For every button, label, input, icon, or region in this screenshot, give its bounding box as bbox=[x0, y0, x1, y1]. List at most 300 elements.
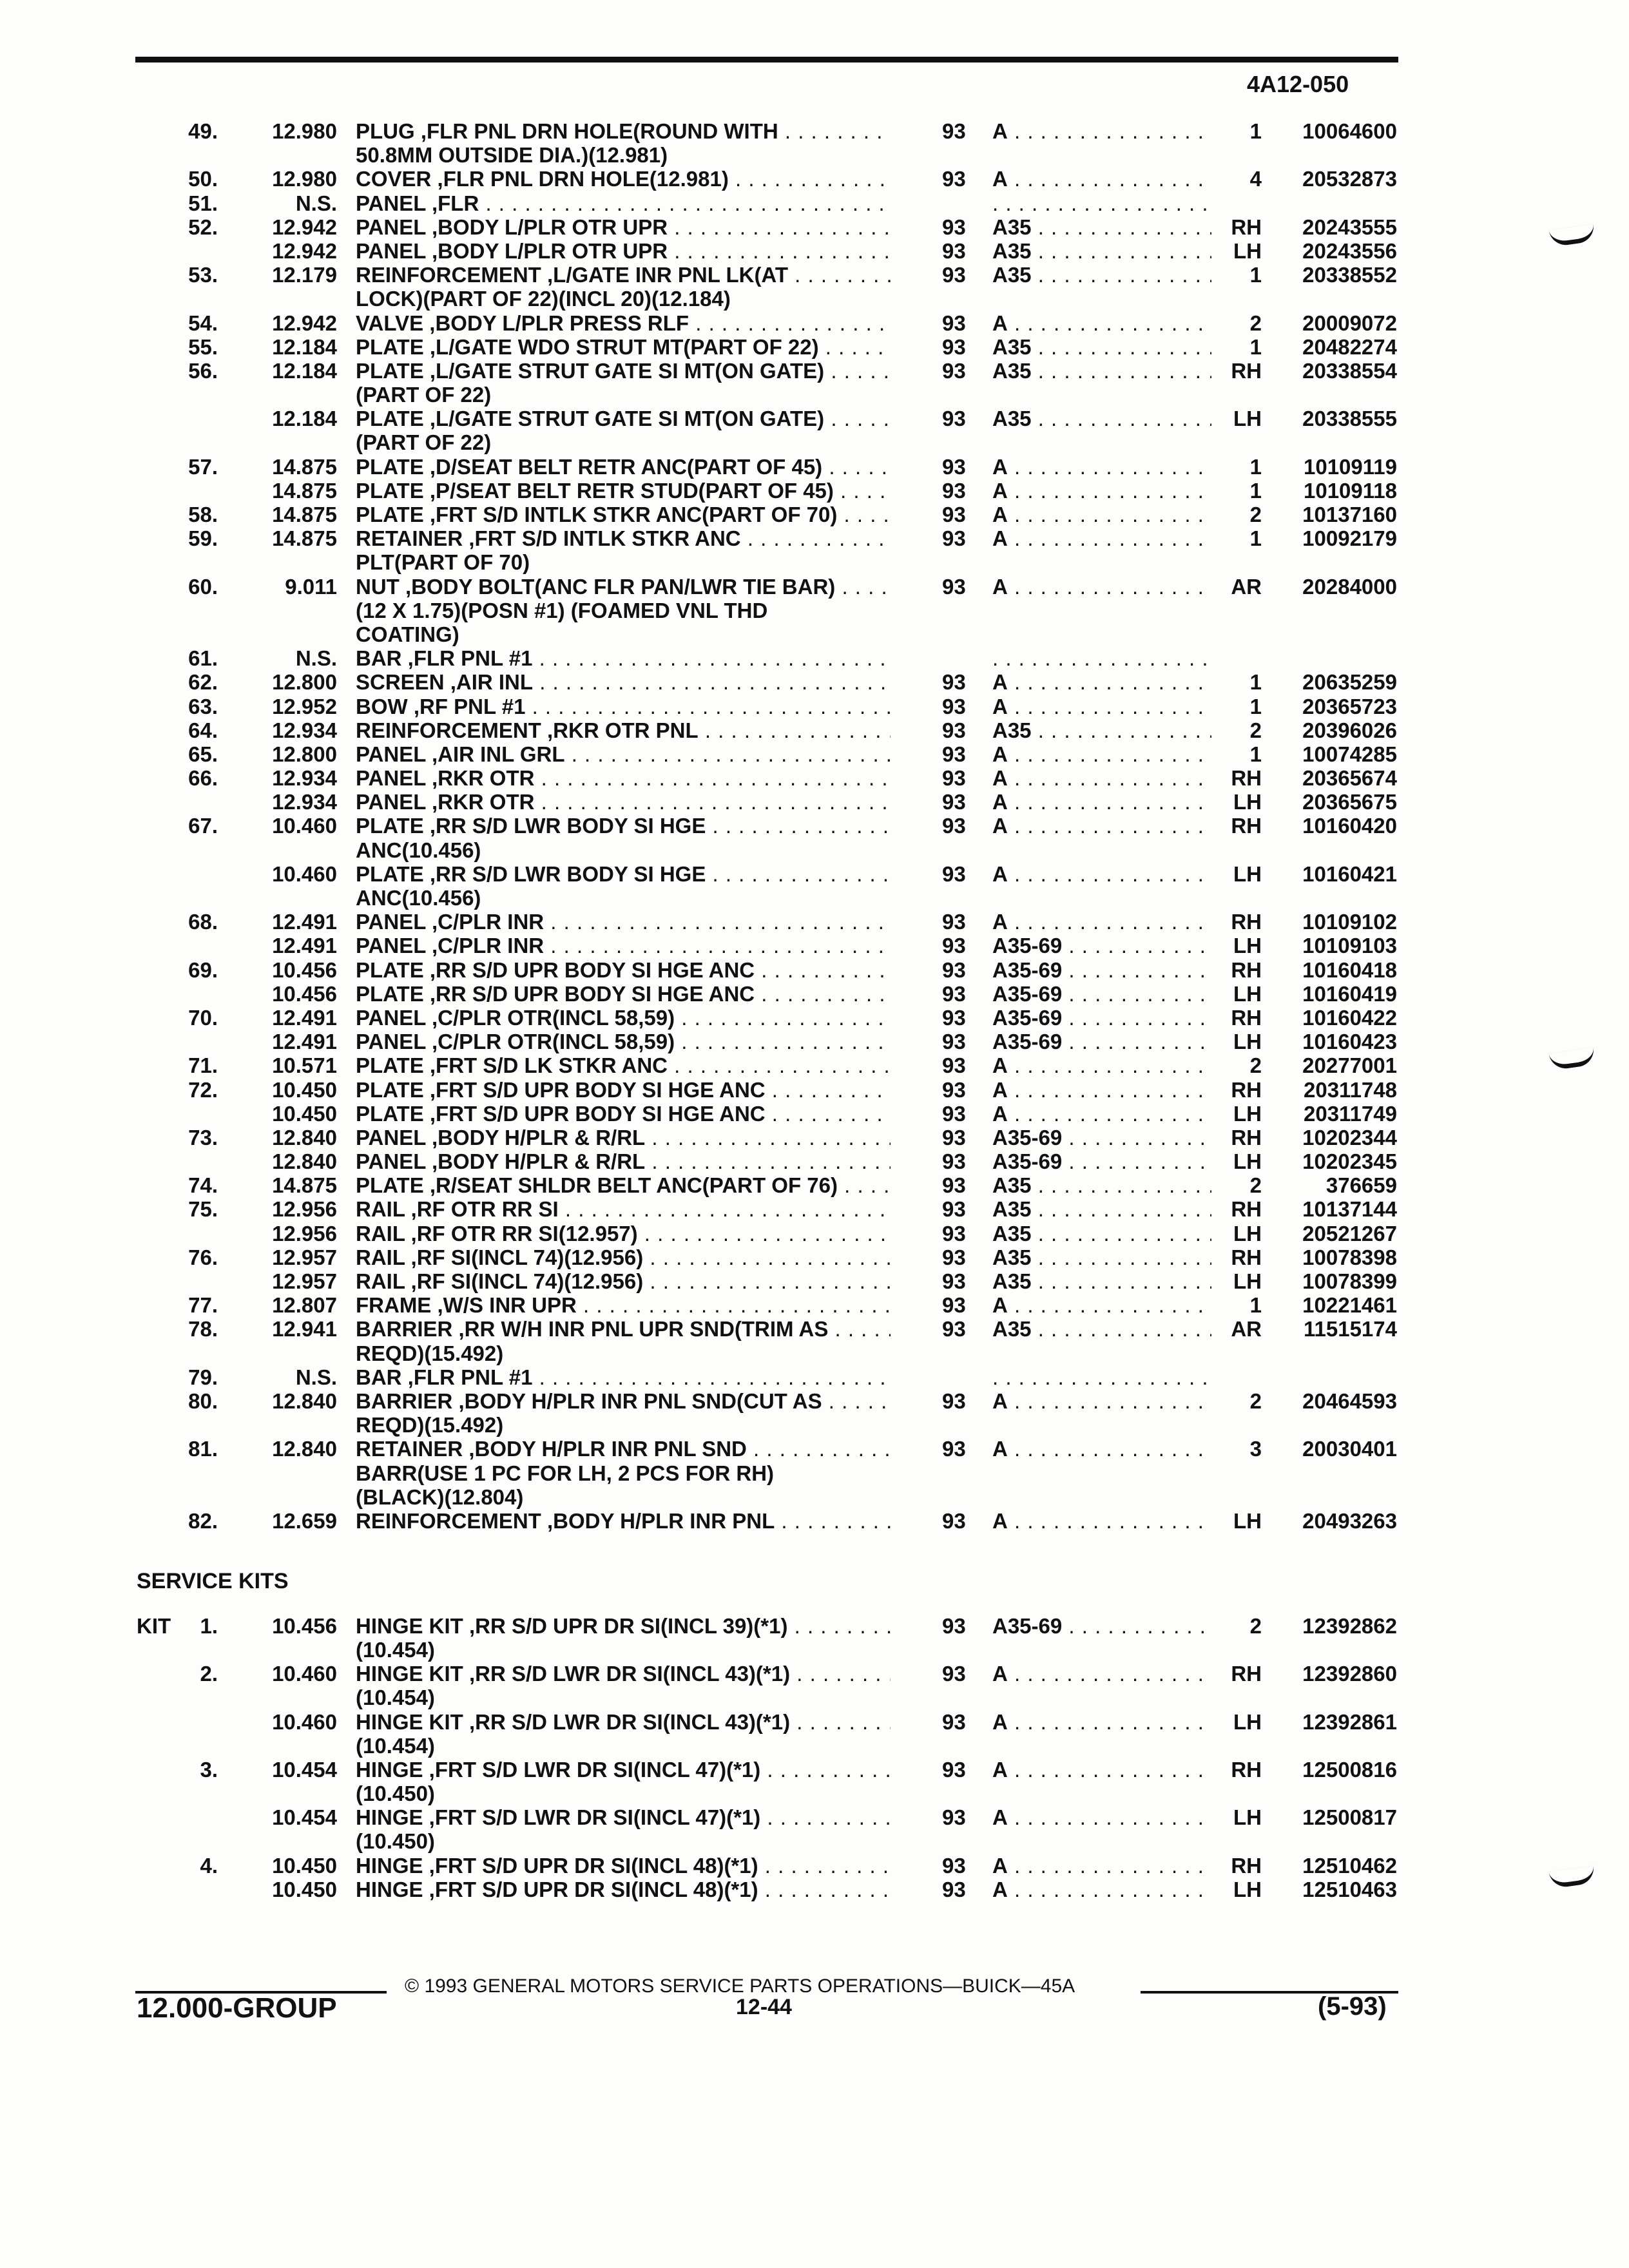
part-number: 20532873 bbox=[1302, 167, 1397, 191]
model-year: 93 bbox=[942, 718, 966, 742]
table-row bbox=[0, 1662, 1629, 1686]
group-number: 10.454 bbox=[272, 1805, 337, 1830]
quantity: 2 bbox=[1249, 311, 1262, 335]
series-code: A . . . bbox=[992, 1805, 1211, 1829]
quantity: RH bbox=[1231, 1005, 1262, 1030]
series-code: A35-69 . . . bbox=[992, 1614, 1211, 1638]
table-row bbox=[0, 1461, 1629, 1485]
model-year: 93 bbox=[942, 910, 966, 934]
part-description: HINGE KIT ,RR S/D LWR DR SI(INCL 43)(*1) . . . bbox=[356, 1710, 891, 1734]
part-number: 20365723 bbox=[1302, 694, 1397, 718]
model-year: 93 bbox=[942, 814, 966, 838]
model-year: 93 bbox=[942, 574, 966, 599]
table-row bbox=[0, 695, 1629, 718]
part-number: 12392862 bbox=[1302, 1613, 1397, 1638]
model-year: 93 bbox=[942, 670, 966, 695]
quantity: 1 bbox=[1249, 670, 1262, 695]
part-number: 376659 bbox=[1325, 1173, 1397, 1198]
model-year: 93 bbox=[942, 215, 966, 239]
part-description: PLATE ,RR S/D LWR BODY SI HGE . . . bbox=[356, 862, 891, 886]
part-number: 10137160 bbox=[1302, 503, 1397, 526]
quantity: RH bbox=[1231, 910, 1262, 934]
part-description: PLATE ,RR S/D UPR BODY SI HGE ANC . . . bbox=[356, 982, 891, 1006]
series-code: A35 . . . bbox=[992, 1245, 1211, 1269]
item-number: 80. bbox=[188, 1389, 218, 1413]
group-number: 12.491 bbox=[272, 1030, 337, 1054]
part-number: 10109118 bbox=[1303, 478, 1397, 503]
part-description: REQD)(15.492) bbox=[356, 1341, 504, 1365]
series-code: A . . . bbox=[992, 742, 1211, 766]
quantity: 1 bbox=[1249, 478, 1262, 503]
group-number: 10.571 bbox=[272, 1053, 337, 1078]
part-description: FRAME ,W/S INR UPR . . . bbox=[356, 1293, 891, 1317]
part-description: PANEL ,BODY H/PLR & R/RL . . . bbox=[356, 1149, 891, 1173]
part-description: BARRIER ,BODY H/PLR INR PNL SND(CUT AS . . . bbox=[356, 1389, 891, 1413]
table-row bbox=[0, 838, 1629, 862]
series-code: A35 . . . bbox=[992, 215, 1211, 239]
model-year: 93 bbox=[942, 1805, 966, 1830]
part-description: PANEL ,C/PLR OTR(INCL 58,59) . . . bbox=[356, 1006, 891, 1030]
quantity: LH bbox=[1233, 238, 1262, 263]
quantity: LH bbox=[1233, 861, 1262, 886]
series-code: A35 . . . bbox=[992, 1197, 1211, 1221]
table-row bbox=[0, 1878, 1629, 1901]
series-code: A . . . bbox=[992, 526, 1211, 550]
series-code: A . . . bbox=[992, 1509, 1211, 1533]
part-number: 12392860 bbox=[1302, 1662, 1397, 1686]
table-row bbox=[0, 1854, 1629, 1878]
part-number: 20243555 bbox=[1302, 215, 1397, 239]
part-number: 10109103 bbox=[1302, 934, 1397, 958]
table-row bbox=[0, 1102, 1629, 1126]
table-row bbox=[0, 1485, 1629, 1509]
part-number: 10160423 bbox=[1302, 1030, 1397, 1054]
footer-copyright: © 1993 GENERAL MOTORS SERVICE PARTS OPERATIONS—BUICK—45A bbox=[405, 1975, 1075, 1997]
series-code: A35 . . . bbox=[992, 407, 1211, 430]
table-row bbox=[0, 1222, 1629, 1245]
series-code: A . . . bbox=[992, 1078, 1211, 1102]
series-code: A . . . bbox=[992, 814, 1211, 838]
item-number: 66. bbox=[188, 766, 218, 791]
group-number: 12.934 bbox=[272, 718, 337, 742]
part-number: 12510462 bbox=[1302, 1853, 1397, 1878]
group-number: 10.460 bbox=[272, 814, 337, 838]
quantity: 1 bbox=[1249, 119, 1262, 143]
table-row bbox=[0, 191, 1629, 215]
model-year: 93 bbox=[942, 1245, 966, 1269]
model-year: 93 bbox=[942, 311, 966, 335]
group-number: 12.840 bbox=[272, 1149, 337, 1174]
group-number: 12.957 bbox=[272, 1245, 337, 1269]
table-row bbox=[0, 1006, 1629, 1030]
footer-date: (5-93) bbox=[1318, 1992, 1387, 2021]
part-number: 20635259 bbox=[1302, 670, 1397, 695]
table-row bbox=[0, 1293, 1629, 1317]
group-number: 12.840 bbox=[272, 1389, 337, 1413]
quantity: 2 bbox=[1249, 503, 1262, 526]
part-description: PANEL ,BODY H/PLR & R/RL . . . bbox=[356, 1126, 891, 1149]
part-description: PLATE ,L/GATE STRUT GATE SI MT(ON GATE) . . . bbox=[356, 359, 891, 383]
series-code: A35 . . . bbox=[992, 1269, 1211, 1293]
part-number: 12510463 bbox=[1302, 1877, 1397, 1901]
series-code: A35 . . . bbox=[992, 1173, 1211, 1197]
table-row bbox=[0, 1341, 1629, 1365]
item-number: 50. bbox=[188, 167, 218, 191]
group-number: 10.456 bbox=[272, 1613, 337, 1638]
group-number: N.S. bbox=[295, 1365, 337, 1389]
quantity: 2 bbox=[1249, 1389, 1262, 1413]
part-number: 20365674 bbox=[1302, 766, 1397, 791]
service-kits-heading: SERVICE KITS bbox=[137, 1568, 289, 1593]
table-row bbox=[0, 287, 1629, 311]
item-number: 70. bbox=[188, 1005, 218, 1030]
series-code bbox=[992, 191, 1211, 215]
series-code: A . . . bbox=[992, 503, 1211, 526]
table-row bbox=[0, 1437, 1629, 1461]
table-row bbox=[0, 790, 1629, 814]
part-number: 12392861 bbox=[1302, 1709, 1397, 1734]
part-number: 20521267 bbox=[1302, 1221, 1397, 1245]
item-number: 55. bbox=[188, 334, 218, 359]
table-row bbox=[0, 958, 1629, 982]
part-description: PLATE ,D/SEAT BELT RETR ANC(PART OF 45) . . . bbox=[356, 455, 891, 479]
model-year: 93 bbox=[942, 1269, 966, 1293]
part-description: (10.450) bbox=[356, 1782, 435, 1806]
series-code: A . . . bbox=[992, 1662, 1211, 1686]
table-row bbox=[0, 1317, 1629, 1341]
kit-label: KIT bbox=[137, 1613, 171, 1638]
table-row bbox=[0, 1269, 1629, 1293]
footer-page-number: 12-44 bbox=[736, 1995, 792, 2019]
part-description: PANEL ,C/PLR INR . . . bbox=[356, 934, 891, 957]
group-number: 10.456 bbox=[272, 981, 337, 1006]
table-row bbox=[0, 215, 1629, 239]
model-year: 93 bbox=[942, 407, 966, 431]
model-year: 93 bbox=[942, 167, 966, 191]
model-year: 93 bbox=[942, 1101, 966, 1126]
table-row bbox=[0, 1734, 1629, 1758]
table-row bbox=[0, 550, 1629, 574]
quantity: 2 bbox=[1249, 718, 1262, 742]
model-year: 93 bbox=[942, 742, 966, 766]
part-description: PLATE ,FRT S/D INTLK STKR ANC(PART OF 70) . . . bbox=[356, 503, 891, 526]
part-description: RETAINER ,FRT S/D INTLK STKR ANC . . . bbox=[356, 526, 891, 550]
item-number: 54. bbox=[188, 311, 218, 335]
quantity: RH bbox=[1231, 1662, 1262, 1686]
part-number: 20243556 bbox=[1302, 238, 1397, 263]
group-number: N.S. bbox=[295, 646, 337, 671]
item-number: 64. bbox=[188, 718, 218, 742]
model-year: 93 bbox=[942, 1030, 966, 1054]
part-number: 12500817 bbox=[1302, 1805, 1397, 1830]
part-description: HINGE KIT ,RR S/D LWR DR SI(INCL 43)(*1) . . . bbox=[356, 1662, 891, 1686]
item-number: 78. bbox=[188, 1317, 218, 1341]
model-year: 93 bbox=[942, 861, 966, 886]
part-number: 20338552 bbox=[1302, 263, 1397, 287]
part-number: 10078398 bbox=[1302, 1245, 1397, 1269]
group-number: 12.184 bbox=[272, 334, 337, 359]
part-number: 12500816 bbox=[1302, 1757, 1397, 1782]
group-number: 12.956 bbox=[272, 1197, 337, 1222]
series-code: A35-69 . . . bbox=[992, 1030, 1211, 1053]
part-number: 20464593 bbox=[1302, 1389, 1397, 1413]
quantity: RH bbox=[1231, 766, 1262, 791]
quantity: RH bbox=[1231, 1853, 1262, 1878]
series-code: A . . . bbox=[992, 455, 1211, 479]
quantity: LH bbox=[1233, 981, 1262, 1006]
part-description: RAIL ,RF SI(INCL 74)(12.956) . . . bbox=[356, 1245, 891, 1269]
part-description: REINFORCEMENT ,L/GATE INR PNL LK(AT . . . bbox=[356, 263, 891, 287]
quantity: RH bbox=[1231, 215, 1262, 239]
part-description: PANEL ,C/PLR OTR(INCL 58,59) . . . bbox=[356, 1030, 891, 1053]
item-number: 76. bbox=[188, 1245, 218, 1269]
group-number: 10.450 bbox=[272, 1853, 337, 1878]
group-number: 14.875 bbox=[272, 478, 337, 503]
item-number: 77. bbox=[188, 1293, 218, 1318]
group-number: 10.460 bbox=[272, 1662, 337, 1686]
part-description: REQD)(15.492) bbox=[356, 1413, 504, 1437]
part-number: 20277001 bbox=[1302, 1053, 1397, 1078]
table-row bbox=[0, 430, 1629, 454]
item-number: 69. bbox=[188, 957, 218, 982]
part-number: 10078399 bbox=[1302, 1269, 1397, 1293]
model-year: 93 bbox=[942, 1293, 966, 1318]
group-number: 12.491 bbox=[272, 934, 337, 958]
part-description: HINGE ,FRT S/D LWR DR SI(INCL 47)(*1) . . . bbox=[356, 1805, 891, 1829]
part-number: 10109102 bbox=[1302, 910, 1397, 934]
quantity: AR bbox=[1231, 574, 1262, 599]
part-description: HINGE ,FRT S/D UPR DR SI(INCL 48)(*1) . . . bbox=[356, 1854, 891, 1878]
quantity: RH bbox=[1231, 358, 1262, 383]
part-description: COATING) bbox=[356, 622, 459, 646]
series-code: A . . . bbox=[992, 479, 1211, 503]
part-description: PLATE ,FRT S/D UPR BODY SI HGE ANC . . . bbox=[356, 1102, 891, 1126]
quantity: 1 bbox=[1249, 263, 1262, 287]
part-description: RAIL ,RF OTR RR SI(12.957) . . . bbox=[356, 1222, 891, 1245]
quantity: LH bbox=[1233, 1269, 1262, 1293]
item-number: 51. bbox=[188, 191, 218, 215]
series-code: A35-69 . . . bbox=[992, 1006, 1211, 1030]
item-number: 79. bbox=[188, 1365, 218, 1389]
model-year: 93 bbox=[942, 694, 966, 718]
part-number: 10137144 bbox=[1302, 1197, 1397, 1222]
part-description: 50.8MM OUTSIDE DIA.)(12.981) bbox=[356, 143, 668, 168]
part-description: VALVE ,BODY L/PLR PRESS RLF . . . bbox=[356, 311, 891, 335]
model-year: 93 bbox=[942, 263, 966, 287]
item-number: 81. bbox=[188, 1437, 218, 1461]
part-description: PLT(PART OF 70) bbox=[356, 550, 530, 575]
part-description: (10.454) bbox=[356, 1637, 435, 1662]
group-number: 12.934 bbox=[272, 766, 337, 791]
model-year: 93 bbox=[942, 238, 966, 263]
part-number: 10160419 bbox=[1302, 981, 1397, 1006]
table-row bbox=[0, 1638, 1629, 1662]
item-number: 2. bbox=[200, 1662, 218, 1686]
part-description: PLATE ,P/SEAT BELT RETR STUD(PART OF 45) . . . bbox=[356, 479, 891, 503]
part-description: HINGE ,FRT S/D LWR DR SI(INCL 47)(*1) . . . bbox=[356, 1758, 891, 1782]
part-description: (10.450) bbox=[356, 1829, 435, 1854]
quantity: 1 bbox=[1249, 454, 1262, 479]
table-row bbox=[0, 982, 1629, 1006]
part-description: BARRIER ,RR W/H INR PNL UPR SND(TRIM AS . . . bbox=[356, 1317, 891, 1341]
model-year: 93 bbox=[942, 454, 966, 479]
item-number: 65. bbox=[188, 742, 218, 766]
table-row bbox=[0, 1758, 1629, 1782]
table-row bbox=[0, 1126, 1629, 1149]
table-row bbox=[0, 934, 1629, 957]
table-row bbox=[0, 766, 1629, 790]
series-code: A . . . bbox=[992, 670, 1211, 694]
quantity: RH bbox=[1231, 814, 1262, 838]
group-number: 10.456 bbox=[272, 957, 337, 982]
part-description: (10.454) bbox=[356, 1686, 435, 1710]
table-row bbox=[0, 1829, 1629, 1853]
part-number: 10074285 bbox=[1302, 742, 1397, 766]
part-description: PLATE ,RR S/D UPR BODY SI HGE ANC . . . bbox=[356, 958, 891, 982]
group-number: 10.460 bbox=[272, 861, 337, 886]
service-kits-list bbox=[0, 1614, 1629, 1901]
model-year: 93 bbox=[942, 1389, 966, 1413]
item-number: 68. bbox=[188, 910, 218, 934]
quantity: RH bbox=[1231, 1125, 1262, 1149]
item-number: 57. bbox=[188, 454, 218, 479]
group-number: 12.491 bbox=[272, 1005, 337, 1030]
model-year: 93 bbox=[942, 1053, 966, 1078]
item-number: 60. bbox=[188, 574, 218, 599]
series-code: A35 . . . bbox=[992, 335, 1211, 359]
table-row bbox=[0, 359, 1629, 383]
item-number: 56. bbox=[188, 358, 218, 383]
quantity: 1 bbox=[1249, 1293, 1262, 1318]
series-code: A35 . . . bbox=[992, 239, 1211, 263]
series-code: A . . . bbox=[992, 1758, 1211, 1782]
part-description: PLATE ,FRT S/D UPR BODY SI HGE ANC . . . bbox=[356, 1078, 891, 1102]
table-row bbox=[0, 718, 1629, 742]
table-row bbox=[0, 1710, 1629, 1734]
series-code: A . . . bbox=[992, 1437, 1211, 1461]
item-number: 61. bbox=[188, 646, 218, 671]
quantity: 1 bbox=[1249, 334, 1262, 359]
table-row bbox=[0, 1173, 1629, 1197]
item-number: 59. bbox=[188, 526, 218, 551]
part-number: 11515174 bbox=[1303, 1317, 1397, 1341]
table-row bbox=[0, 742, 1629, 766]
model-year: 93 bbox=[942, 1125, 966, 1149]
series-code: A . . . bbox=[992, 1102, 1211, 1126]
group-number: 12.491 bbox=[272, 910, 337, 934]
part-number: 20030401 bbox=[1302, 1437, 1397, 1461]
series-code: A . . . bbox=[992, 862, 1211, 886]
table-row bbox=[0, 526, 1629, 550]
part-description: SCREEN ,AIR INL . . . bbox=[356, 670, 891, 694]
group-number: 12.800 bbox=[272, 670, 337, 695]
table-row bbox=[0, 1389, 1629, 1413]
group-number: 14.875 bbox=[272, 526, 337, 551]
table-row bbox=[0, 1805, 1629, 1829]
series-code: A . . . bbox=[992, 766, 1211, 790]
series-code: A . . . bbox=[992, 1854, 1211, 1878]
series-code: A . . . bbox=[992, 1053, 1211, 1077]
item-number: 62. bbox=[188, 670, 218, 695]
series-code bbox=[992, 1365, 1211, 1389]
model-year: 93 bbox=[942, 1508, 966, 1533]
table-row bbox=[0, 1782, 1629, 1805]
part-number: 10109119 bbox=[1303, 454, 1397, 479]
series-code: A . . . bbox=[992, 695, 1211, 718]
part-description: PLATE ,L/GATE WDO STRUT MT(PART OF 22) . . . bbox=[356, 335, 891, 359]
part-description: PLATE ,L/GATE STRUT GATE SI MT(ON GATE) . . . bbox=[356, 407, 891, 430]
quantity: LH bbox=[1233, 790, 1262, 814]
part-description: RAIL ,RF OTR RR SI . . . bbox=[356, 1197, 891, 1221]
part-number: 10064600 bbox=[1302, 119, 1397, 143]
group-number: 12.840 bbox=[272, 1125, 337, 1149]
group-number: 12.184 bbox=[272, 358, 337, 383]
part-number: 10160422 bbox=[1302, 1005, 1397, 1030]
quantity: 2 bbox=[1249, 1053, 1262, 1078]
group-number: 10.454 bbox=[272, 1757, 337, 1782]
part-number: 20311748 bbox=[1303, 1077, 1397, 1102]
quantity: LH bbox=[1233, 407, 1262, 431]
parts-list bbox=[0, 119, 1629, 1533]
group-number: 12.980 bbox=[272, 167, 337, 191]
part-number: 20396026 bbox=[1302, 718, 1397, 742]
part-description: PANEL ,BODY L/PLR OTR UPR . . . bbox=[356, 239, 891, 263]
part-description: RETAINER ,BODY H/PLR INR PNL SND . . . bbox=[356, 1437, 891, 1461]
table-row bbox=[0, 143, 1629, 167]
part-description: BOW ,RF PNL #1 . . . bbox=[356, 695, 891, 718]
table-row bbox=[0, 455, 1629, 479]
part-number: 20338555 bbox=[1302, 407, 1397, 431]
quantity: LH bbox=[1233, 1709, 1262, 1734]
model-year: 93 bbox=[942, 766, 966, 791]
table-row bbox=[0, 335, 1629, 359]
series-code: A35-69 . . . bbox=[992, 982, 1211, 1006]
table-row bbox=[0, 814, 1629, 838]
group-number: 10.450 bbox=[272, 1877, 337, 1901]
part-description: (12 X 1.75)(POSN #1) (FOAMED VNL THD bbox=[356, 598, 768, 622]
group-number: 14.875 bbox=[272, 503, 337, 526]
series-code: A35 . . . bbox=[992, 359, 1211, 383]
item-number: 3. bbox=[200, 1757, 218, 1782]
table-row bbox=[0, 1030, 1629, 1053]
series-code: A . . . bbox=[992, 311, 1211, 335]
part-number: 20493263 bbox=[1302, 1508, 1397, 1533]
table-row bbox=[0, 599, 1629, 622]
model-year: 93 bbox=[942, 1221, 966, 1245]
model-year: 93 bbox=[942, 119, 966, 143]
model-year: 93 bbox=[942, 1853, 966, 1878]
part-number: 10092179 bbox=[1302, 526, 1397, 551]
group-number: 12.942 bbox=[272, 311, 337, 335]
model-year: 93 bbox=[942, 1005, 966, 1030]
group-number: 12.980 bbox=[272, 119, 337, 143]
table-row bbox=[0, 1197, 1629, 1221]
group-number: 12.956 bbox=[272, 1221, 337, 1245]
model-year: 93 bbox=[942, 981, 966, 1006]
series-code: A35 . . . bbox=[992, 1317, 1211, 1341]
group-number: 12.840 bbox=[272, 1437, 337, 1461]
part-description: PLATE ,RR S/D LWR BODY SI HGE . . . bbox=[356, 814, 891, 838]
model-year: 93 bbox=[942, 358, 966, 383]
model-year: 93 bbox=[942, 526, 966, 551]
series-code: A . . . bbox=[992, 167, 1211, 191]
quantity: 3 bbox=[1249, 1437, 1262, 1461]
part-description: PANEL ,BODY L/PLR OTR UPR . . . bbox=[356, 215, 891, 239]
model-year: 93 bbox=[942, 1877, 966, 1901]
quantity: LH bbox=[1233, 1508, 1262, 1533]
part-description: BARR(USE 1 PC FOR LH, 2 PCS FOR RH) bbox=[356, 1461, 775, 1485]
quantity: 1 bbox=[1249, 526, 1262, 551]
